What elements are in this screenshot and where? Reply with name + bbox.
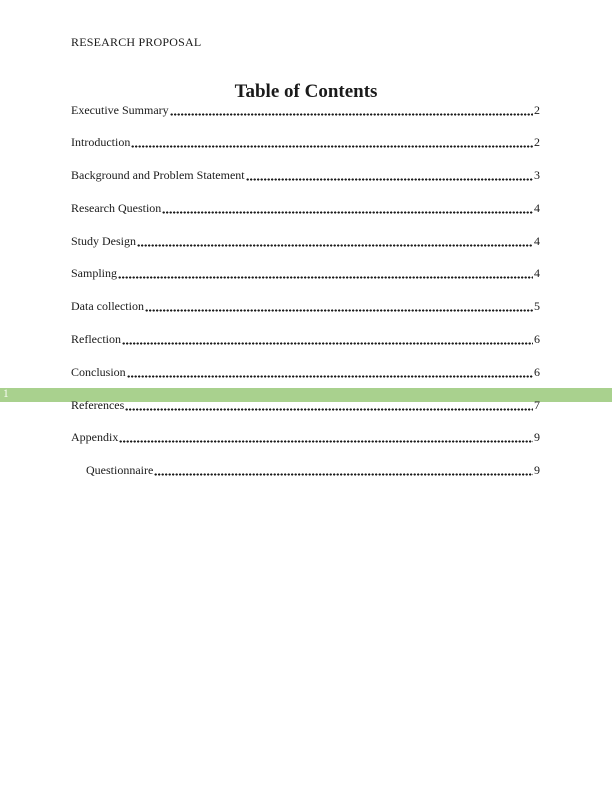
- running-header: RESEARCH PROPOSAL: [71, 35, 202, 49]
- toc-entry-label: Reflection: [71, 332, 121, 347]
- toc-entry-page-number: 4: [534, 200, 540, 215]
- toc-entry-page-number: 7: [534, 397, 540, 412]
- toc-entry[interactable]: [71, 136, 540, 149]
- toc-entry[interactable]: [71, 267, 540, 280]
- dotted-leader: [162, 211, 533, 214]
- dotted-leader: [122, 342, 533, 345]
- toc-entry-page-number: 2: [534, 102, 540, 117]
- dotted-leader: [154, 473, 533, 476]
- toc-entry-label: References: [71, 397, 125, 412]
- toc-entry-label: Data collection: [71, 299, 144, 314]
- toc-entry-page-number: 6: [534, 364, 540, 379]
- toc-title: Table of Contents: [234, 81, 378, 102]
- toc-entry[interactable]: [71, 399, 540, 412]
- toc-entry[interactable]: [71, 333, 540, 346]
- toc-entry-page-number: 2: [534, 135, 540, 150]
- toc-entry-page-number: 3: [534, 168, 540, 183]
- toc-entry[interactable]: [71, 169, 540, 182]
- toc-entry-label: Background and Problem Statement: [71, 168, 245, 183]
- toc-entry-page-number: 5: [534, 299, 540, 314]
- toc-entry-page-number: 4: [534, 266, 540, 281]
- dotted-leader: [145, 309, 533, 312]
- toc-entry-label: Executive Summary: [71, 102, 169, 117]
- dotted-leader: [246, 178, 533, 181]
- dotted-leader: [119, 440, 533, 443]
- toc-entry[interactable]: [71, 104, 540, 117]
- toc-entry[interactable]: [71, 235, 540, 248]
- toc-entry[interactable]: [71, 464, 540, 477]
- toc-entry-label: Study Design: [71, 233, 137, 248]
- toc-entry[interactable]: [71, 431, 540, 444]
- annotation-number-marker[interactable]: 1: [3, 388, 9, 400]
- toc-entry[interactable]: [71, 300, 540, 313]
- dotted-leader: [125, 408, 533, 411]
- toc-entry-label: Sampling: [71, 266, 118, 281]
- toc-entry-label: Research Question: [71, 200, 162, 215]
- toc-entry-page-number: 9: [534, 430, 540, 445]
- toc-entry-label: Questionnaire: [86, 463, 154, 478]
- dotted-leader: [118, 276, 533, 279]
- dotted-leader: [137, 244, 533, 247]
- toc-entry[interactable]: [71, 366, 540, 379]
- dotted-leader: [127, 375, 533, 378]
- toc-entry-label: Introduction: [71, 135, 131, 150]
- toc-entry-label: Appendix: [71, 430, 119, 445]
- toc-entry-page-number: 6: [534, 332, 540, 347]
- toc-entry[interactable]: [71, 202, 540, 215]
- toc-entry-page-number: 4: [534, 233, 540, 248]
- table-of-contents: [71, 104, 540, 498]
- toc-entry-label: Conclusion: [71, 364, 126, 379]
- toc-entry-page-number: 9: [534, 463, 540, 478]
- dotted-leader: [170, 113, 533, 116]
- dotted-leader: [131, 145, 533, 148]
